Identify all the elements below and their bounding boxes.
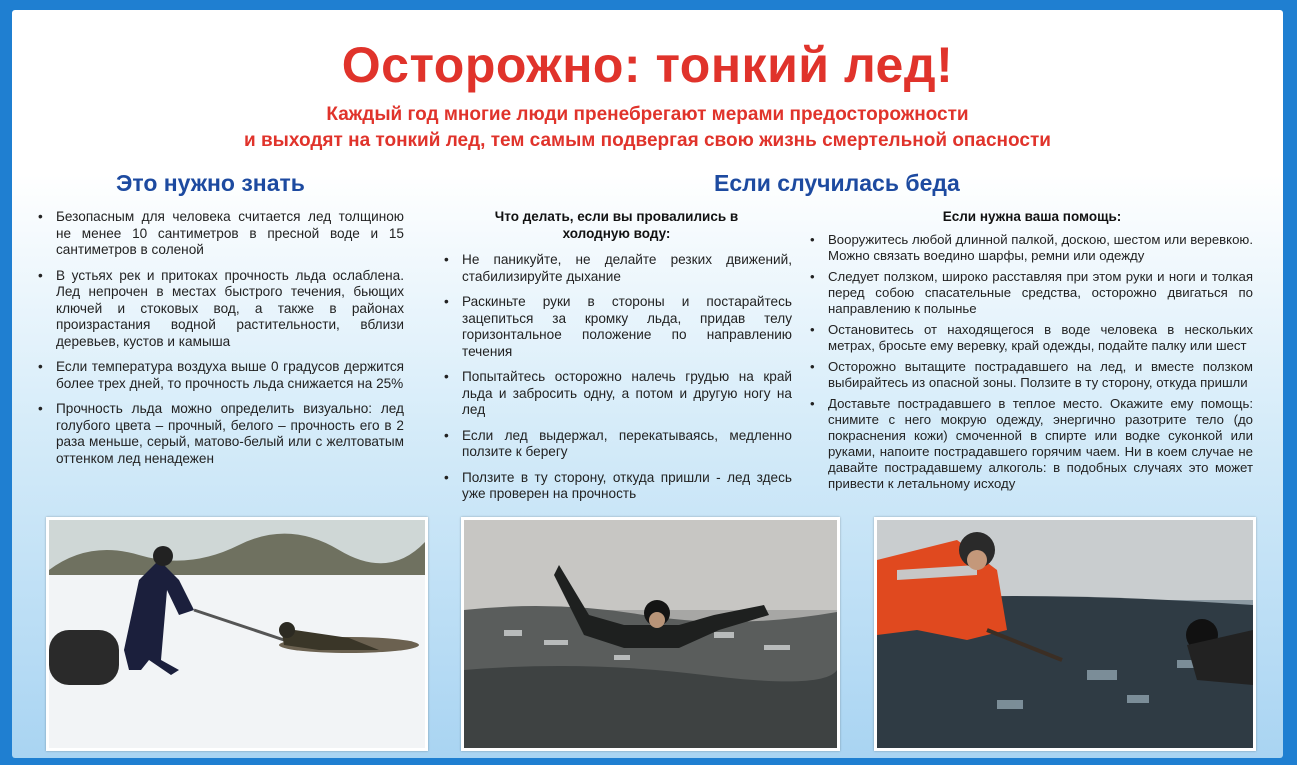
list-item: • Осторожно вытащите пострадавшего на лед, и вместе ползком выбирайтесь из опасной зоны. Ползите в ту сторону, откуда пришли — [806, 359, 1253, 391]
list-item: • Ползите в ту сторону, откуда пришли - лед здесь уже проверен на прочность — [440, 470, 792, 503]
list-item: • Не паникуйте, не делайте резких движений, стабилизируйте дыхание — [440, 252, 792, 285]
help-list — [806, 232, 1253, 497]
poster — [12, 10, 1283, 758]
list-item: • Следует ползком, широко расставляя при этом руки и ноги и толкая перед собою спасательные средства, осторожно двигаться по направлению к полынье — [806, 269, 1253, 317]
middle-heading: Что делать, если вы провалились в холодную воду: — [494, 209, 739, 241]
list-item: • Остановитесь от находящегося в воде человека в нескольких метрах, бросьте ему веревку, край одежды, подайте палку или шест — [806, 322, 1253, 354]
rescue-with-rope-photo — [46, 517, 428, 751]
list-item: • Прочность льда можно определить визуально: лед голубого цвета – прочный, белого – прочность его в 2 раза меньше, серый, матово-белый или с желтоватым оттенком лед ненадежен — [34, 401, 404, 467]
list-item: • В устьях рек и притоках прочность льда ослаблена. Лед непрочен в местах быстрого течения, бьющих ключей и стоковых вод, а также в районах произрастания водной растительности, вблизи деревьев, кустов и камыша — [34, 268, 404, 351]
help-heading: Если нужна ваша помощь: — [942, 209, 1122, 224]
poster-subtitle — [12, 102, 1283, 154]
list-item: • Если температура воздуха выше 0 градусов держится более трех дней, то прочность льда снижается на 25% — [34, 359, 404, 392]
list-item: • Вооружитесь любой длинной палкой, доскою, шестом или веревкою. Можно связать воедино шарфы, ремни или одежду — [806, 232, 1253, 264]
list-item: • Если лед выдержал, перекатываясь, медленно ползите к берегу — [440, 428, 792, 461]
right-heading: Если случилась беда — [714, 170, 960, 196]
subtitle-line-2: и выходят на тонкий лед, тем самым подвергая свою жизнь смертельной опасности — [244, 130, 1051, 151]
left-heading: Это нужно знать — [116, 170, 305, 196]
middle-list — [440, 252, 792, 512]
left-list — [34, 209, 404, 476]
list-item: • Доставьте пострадавшего в теплое место. Окажите ему помощь: снимите с него мокрую одежду, энергично разотрите тело (до покраснения кожи) смоченной в спирте или водке суконкой или руками, напоите пострадавшего горячим чаем. Ни в коем случае не давайте пострадавшему алкоголь: в подобных случаях это может привести к летальному исходу — [806, 396, 1253, 492]
subtitle-line-1: Каждый год многие люди пренебрегают мерами предосторожности — [326, 104, 969, 125]
list-item: • Безопасным для человека считается лед толщиною не менее 10 сантиметров в пресной воде и 15 сантиметров в соленой — [34, 209, 404, 259]
poster-title: Осторожно: тонкий лед! — [341, 37, 954, 93]
rescuer-helping-photo — [874, 517, 1256, 751]
person-in-ice-hole-photo — [461, 517, 840, 751]
list-item: • Попытайтесь осторожно налечь грудью на край льда и забросить одну, а потом и другую ногу на лед — [440, 369, 792, 419]
list-item: • Раскиньте руки в стороны и постарайтесь зацепиться за кромку льда, придав телу горизонтальное положение по направлению течения — [440, 294, 792, 360]
